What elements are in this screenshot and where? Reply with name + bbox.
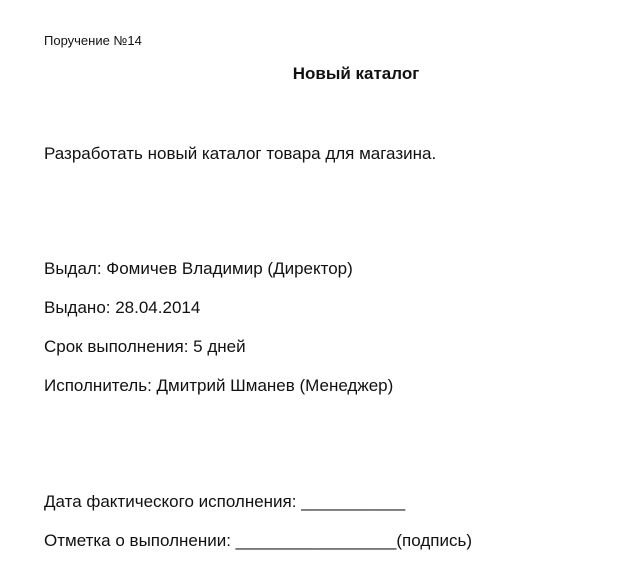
deadline: Срок выполнения: 5 дней (44, 337, 246, 356)
issued-by: Выдал: Фомичев Владимир (Директор) (44, 259, 353, 278)
issued-date: Выдано: 28.04.2014 (44, 298, 201, 317)
order-number: Поручение №14 (44, 33, 142, 48)
actual-completion-date: Дата фактического исполнения: ___________ (44, 492, 406, 511)
task-description: Разработать новый каталог товара для магазина. (44, 144, 437, 163)
completion-mark: Отметка о выполнении: _________________(подпись) (44, 531, 472, 550)
executor: Исполнитель: Дмитрий Шманев (Менеджер) (44, 376, 394, 395)
document-title: Новый каталог (292, 64, 420, 83)
